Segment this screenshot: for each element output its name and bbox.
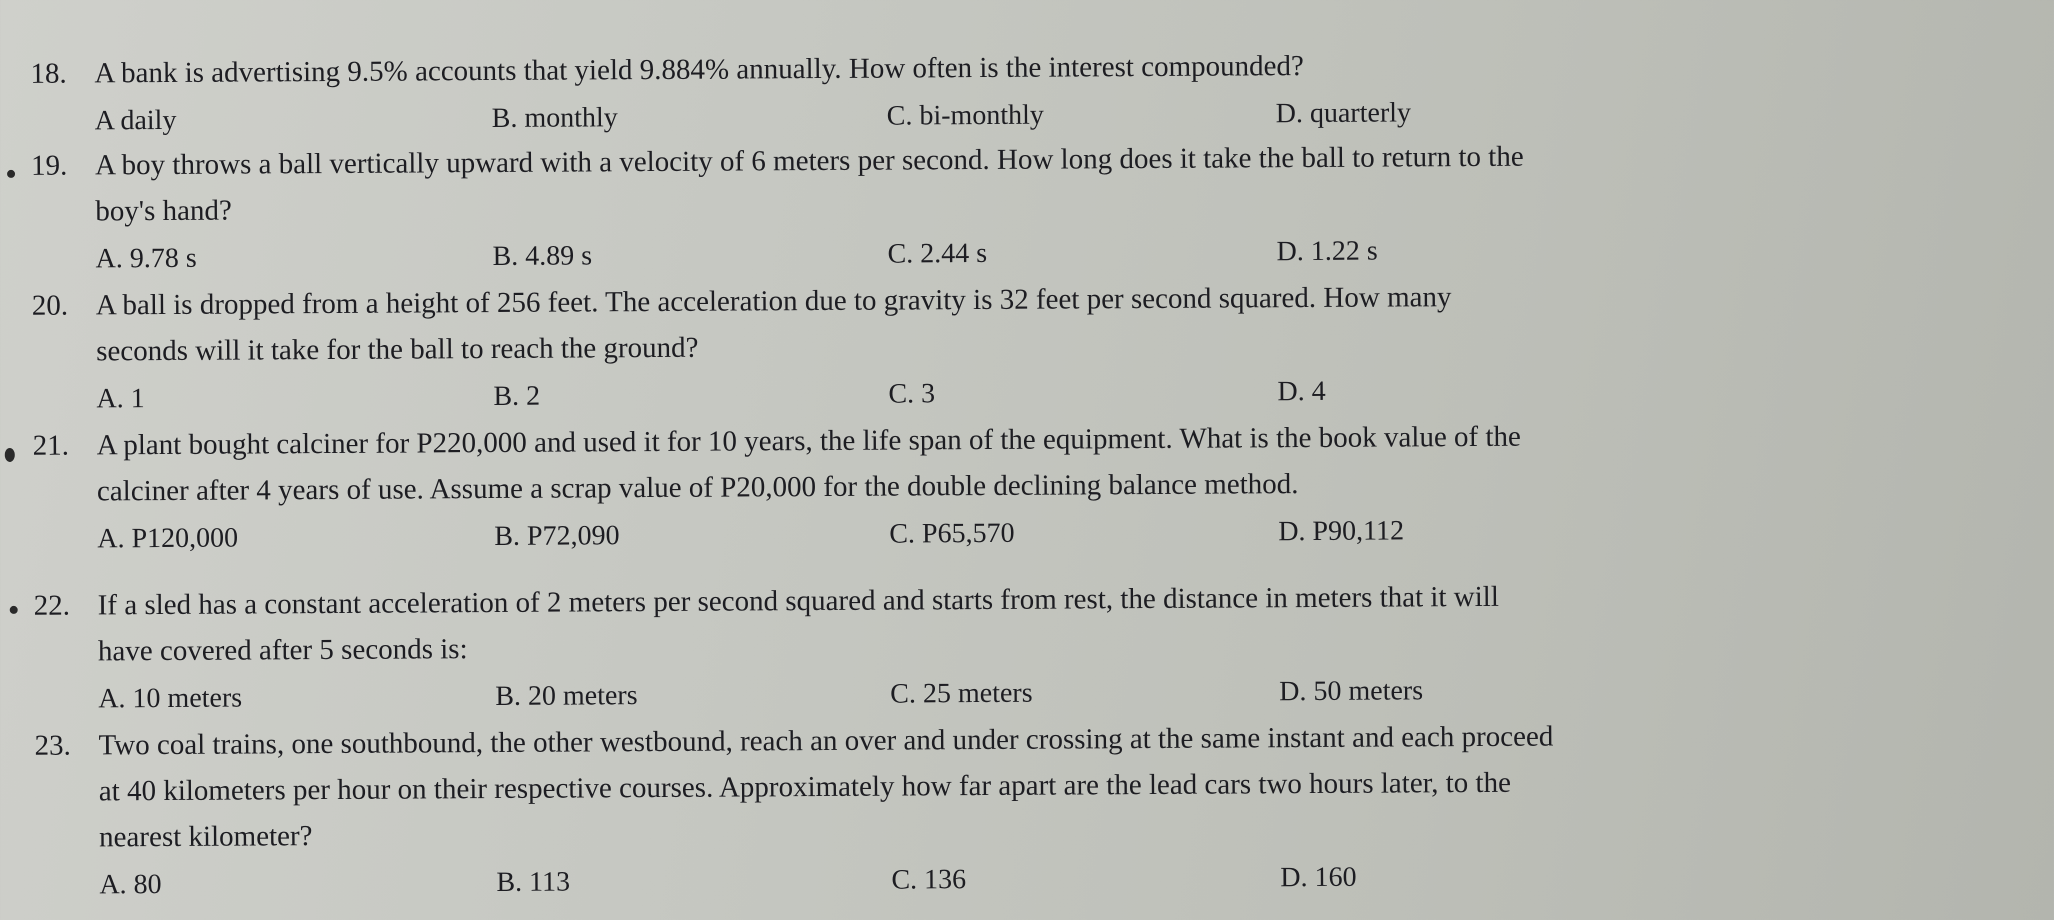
question-text: A bank is advertising 9.5% accounts that yield 9.884% annually. How often is the interest compounded? [94,50,1304,90]
choice-d: D. 50 meters [1279,675,1424,708]
question-text: A ball is dropped from a height of 256 feet. The acceleration due to gravity is 32 feet per second squared. How many [95,281,1452,322]
choice-d: D. quarterly [1275,97,1412,130]
choice-c: C. 25 meters [890,677,1033,710]
choice-a: A. P120,000 [97,522,239,555]
choice-a: A. 10 meters [98,682,243,715]
choices [31,232,2031,276]
question-number: 18. [30,57,67,90]
question-number: 22. [33,589,71,622]
choices [31,94,2031,138]
choice-c: C. 136 [891,864,967,896]
question-22 [34,578,2035,716]
choice-b: B. 113 [496,866,571,898]
question-text-continued: at 40 kilometers per hour on their respective courses. Approximately how far apart are the lead cars two hours later, to the [98,766,1512,808]
question-text: Two coal trains, one southbound, the other westbound, reach an over and under crossing at the same instant and each proceed [98,720,1554,762]
pen-mark [10,606,18,614]
question-text-continued: calciner after 4 years of use. Assume a scrap value of P20,000 for the double declining balance method. [96,468,1299,508]
question-text: If a sled has a constant acceleration of 2 meters per second squared and starts from rest, the distance in meters that it will [97,580,1499,622]
pen-mark [5,448,15,462]
choice-d: D. 160 [1280,861,1357,894]
question-text: A boy throws a ball vertically upward with a velocity of 6 meters per second. How long does it take the ball to return to the [94,140,1524,182]
question-text-continued: nearest kilometer? [99,820,313,854]
choice-a: A. 9.78 s [95,242,197,275]
question-number: 23. [34,729,71,762]
question-text-continued: have covered after 5 seconds is: [97,633,468,668]
choice-d: D. 1.22 s [1276,235,1378,268]
question-number: 21. [32,429,70,462]
choice-b: B. P72,090 [494,520,620,552]
choice-c: C. 2.44 s [887,237,988,270]
choice-d: D. 4 [1277,375,1326,408]
question-text-continued: boy's hand? [95,194,232,228]
choice-c: C. 3 [888,378,936,410]
choice-b: B. 4.89 s [492,240,593,272]
choice-c: C. P65,570 [889,517,1015,550]
question-text: A plant bought calciner for P220,000 and used it for 10 years, the life span of the equipment. What is the book value of the [96,420,1521,462]
question-21 [33,418,2034,556]
choices [35,858,2035,902]
choice-b: B. monthly [491,102,618,134]
pen-mark [7,170,15,178]
choice-a: A daily [94,104,177,137]
choices [32,372,2032,416]
choices [34,672,2034,716]
choice-a: A. 80 [99,869,162,901]
question-20 [32,278,2033,416]
choice-b: B. 2 [493,380,541,412]
choice-b: B. 20 meters [495,680,638,712]
question-19 [31,138,2032,276]
choices [33,512,2033,556]
choice-a: A. 1 [96,383,145,415]
question-number: 20. [31,289,69,322]
question-18 [30,46,2030,138]
choice-c: C. bi-monthly [886,99,1044,132]
question-23 [34,718,2035,902]
question-number: 19. [30,149,68,182]
choice-d: D. P90,112 [1278,515,1405,548]
question-text-continued: seconds will it take for the ball to reach the ground? [96,331,699,368]
